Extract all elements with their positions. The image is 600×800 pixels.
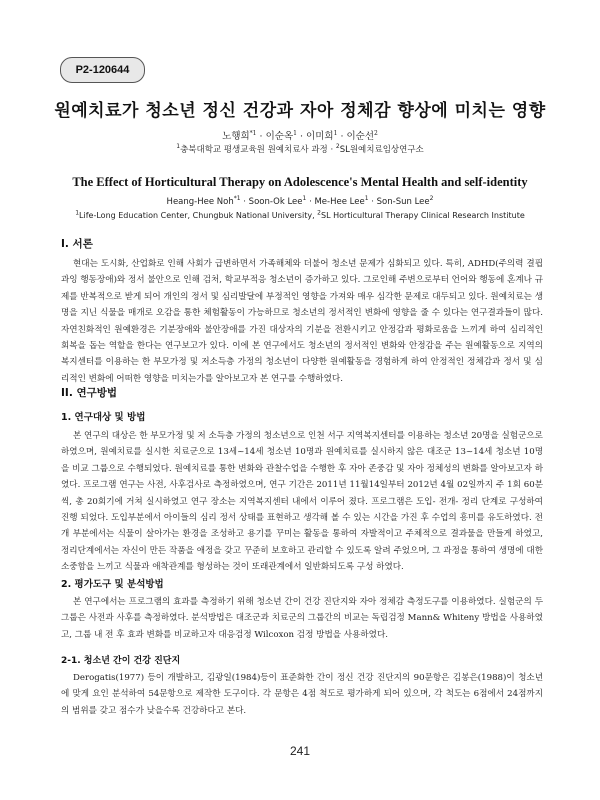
- author-name: 노행희: [222, 131, 250, 142]
- author-name: Heang-Hee Noh: [166, 197, 234, 207]
- paper-id-badge: P2-120644: [60, 57, 145, 83]
- author-separator: ·: [243, 197, 246, 207]
- affiliation-mark: 2: [335, 143, 340, 151]
- affiliation-mark: 1: [75, 209, 80, 217]
- author-separator: ·: [309, 197, 312, 207]
- author-name: 이순옥: [265, 131, 294, 142]
- author-affiliation-mark: 2: [374, 129, 378, 137]
- affiliation-mark: 1: [176, 143, 181, 151]
- author-separator: ·: [259, 131, 263, 142]
- author-list-english: [0, 197, 600, 207]
- author-affiliation-mark: 1: [293, 129, 297, 137]
- section-heading-introduction: I. 서론: [61, 238, 93, 250]
- author-list-korean: [0, 128, 600, 142]
- subsection-heading-evaluation: 2. 평가도구 및 분석방법: [61, 579, 164, 590]
- affiliation-text: SL Horticultural Therapy Clinical Research Institute: [320, 211, 525, 220]
- author-name: Me-Hee Lee: [314, 197, 365, 207]
- author-affiliation-mark: 2: [429, 195, 434, 203]
- author-affiliation-mark: *1: [249, 129, 257, 137]
- author-affiliation-mark: *1: [233, 195, 241, 203]
- author-separator: ·: [299, 131, 304, 142]
- author-name: Son-Sun Lee: [376, 197, 430, 207]
- author-name: 이미희: [306, 131, 334, 142]
- author-separator: ·: [371, 197, 374, 207]
- affiliation-korean: [0, 143, 600, 155]
- section-heading-methods: II. 연구방법: [61, 387, 118, 399]
- subsection-heading-health-checklist: 2-1. 청소년 간이 건강 진단지: [61, 656, 181, 666]
- paper-title-korean: 원예치료가 청소년 정신 건강과 자아 정체감 향상에 미치는 영향: [54, 101, 546, 121]
- author-affiliation-mark: 1: [302, 195, 307, 203]
- affiliation-text: 충북대학교 평생교육원 원예치료사 과정 ·: [180, 145, 336, 155]
- affiliation-text: Life-Long Education Center, Chungbuk National University,: [79, 211, 318, 220]
- author-name: Soon-Ok Lee: [248, 197, 303, 207]
- author-affiliation-mark: 1: [333, 129, 338, 137]
- paper-title-english: The Effect of Horticultural Therapy on Adolescence's Mental Health and self-identity: [72, 175, 528, 189]
- subsection-heading-subjects: 1. 연구대상 및 방법: [61, 412, 146, 423]
- affiliation-mark: 2: [317, 209, 321, 217]
- health-checklist-paragraph: Derogatis(1977) 등이 개발하고, 김광일(1984)등이 표준화한 간이 정신 건강 진단지의 90문항은 김봉은(1988)이 청소년에 맞게 요인 분석하여 54문항으로 제작한 도구이다. 각 문항은 4점 척도로 평가하게 되어 있으며, 각 척도는 6점에서 24점까지의 범위를 갖고 점수가 낮을수록 건강하다고 본다.: [61, 673, 543, 716]
- author-separator: ·: [340, 131, 344, 142]
- evaluation-paragraph: 본 연구에서는 프로그램의 효과를 측정하기 위해 청소년 간이 건강 진단지와 자아 정체감 측정도구를 이용하였다. 실험군의 두 그룹은 사전과 사후를 측정하였다. 분석방법은 대조군과 치료군의 그룹간의 비교는 독립검정 Mann& Whiteny 방법을 사용하였고, 그룹 내 전 후 효과 변화를 비교하고자 대응검정 Wilcoxon 검정 방법을 사용하였다.: [61, 597, 543, 640]
- page-number: 241: [289, 744, 311, 758]
- author-affiliation-mark: 1: [364, 195, 369, 203]
- affiliation-english: [0, 211, 600, 220]
- author-name: 이순선: [346, 131, 375, 142]
- affiliation-text: SL원예치료임상연구소: [339, 145, 424, 155]
- subjects-paragraph: 본 연구의 대상은 한 부모가정 및 저 소득층 가정의 청소년으로 인천 서구 지역복지센터를 이용하는 청소년 20명을 실험군으로 하였으며, 원예치료를 실시한 치료군으로 13세~14세 청소년 10명과 원예치료를 실시하지 않은 대조군 13~14세 청소년 10명을 비교 그룹으로 수행되었다. 원예치료를 통한 변화와 관찰수업을 수행한 후 자아 존중감 및 자아 정체성의 변화를 알아보고자 하였다. 프로그램 연구는 사전, 사후검사로 측정하였으며, 연구 기간은 2011년 11월14일부터 2012년 4월 02일까지 주 1회 60분씩, 총 20회기에 거쳐 실시하였고 연구 장소는 지역복지센터 내에서 이루어 졌다. 프로그램은 도입- 전개- 정리 단계로 구성하여 진행 되었다. 도입부분에서 아이들의 심리 정서 상태를 표현하고 생각해 볼 수 있는 시간을 가진 후 수업의 흥미를 유도하였다. 전개 부분에서는 식물이 살아가는 환경을 조성하고 용기를 꾸미는 활동을 통하여 자발적이고 주체적으로 결과물을 만들게 하였고, 정리단계에서는 자신이 만든 작품을 애정을 갖고 꾸준히 보호하고 관리할 수 있도록 알려 주었으며, 그 과정을 통하여 생명에 대한 소중함을 느끼고 식물과 애착관계를 형성하는 것이 또래관계에서 일반화되도록 구성 하였다.: [61, 431, 543, 573]
- introduction-paragraph: 현대는 도시화, 산업화로 인해 사회가 급변하면서 가족해체와 더불어 청소년 문제가 심화되고 있다. 특히, ADHD(주의력 결핍 과잉 행동장애)와 정서 불안으로 인해 검처, 학교부적응 청소년이 증가하고 있다. 그로인해 주변으로부터 언어와 행동에 혼계나 규제를 반복적으로 받게 되어 개인의 정서 및 심리발달에 부정적인 영향을 가져와 매우 심각한 문제로 대두되고 있다. 원예치료는 생명을 지닌 식물을 매개로 오감을 통한 체험활동이 가능하므로 청소년의 정서적인 변화에 영향을 줄 수 있다는 연구결과들이 많다. 자연친화적인 원예환경은 기분장애와 불안장애를 가진 대상자의 기분을 전환시키고 안정감과 평화로움을 느끼게 하여 심리적인 회복을 돕는 역할을 한다는 연구보고가 있다. 이에 본 연구에서도 청소년의 정서적인 변화와 안정감을 주는 원예활동으로 지역의 복지센터를 이용하는 한 부모가정 및 저소득층 가정의 청소년이 다양한 원예활동을 경험하게 하여 안정적인 정체감과 정서 및 심리적인 변화에 어떠한 영향을 미치는가를 알아보고자 본 연구를 수행하였다.: [61, 259, 543, 384]
